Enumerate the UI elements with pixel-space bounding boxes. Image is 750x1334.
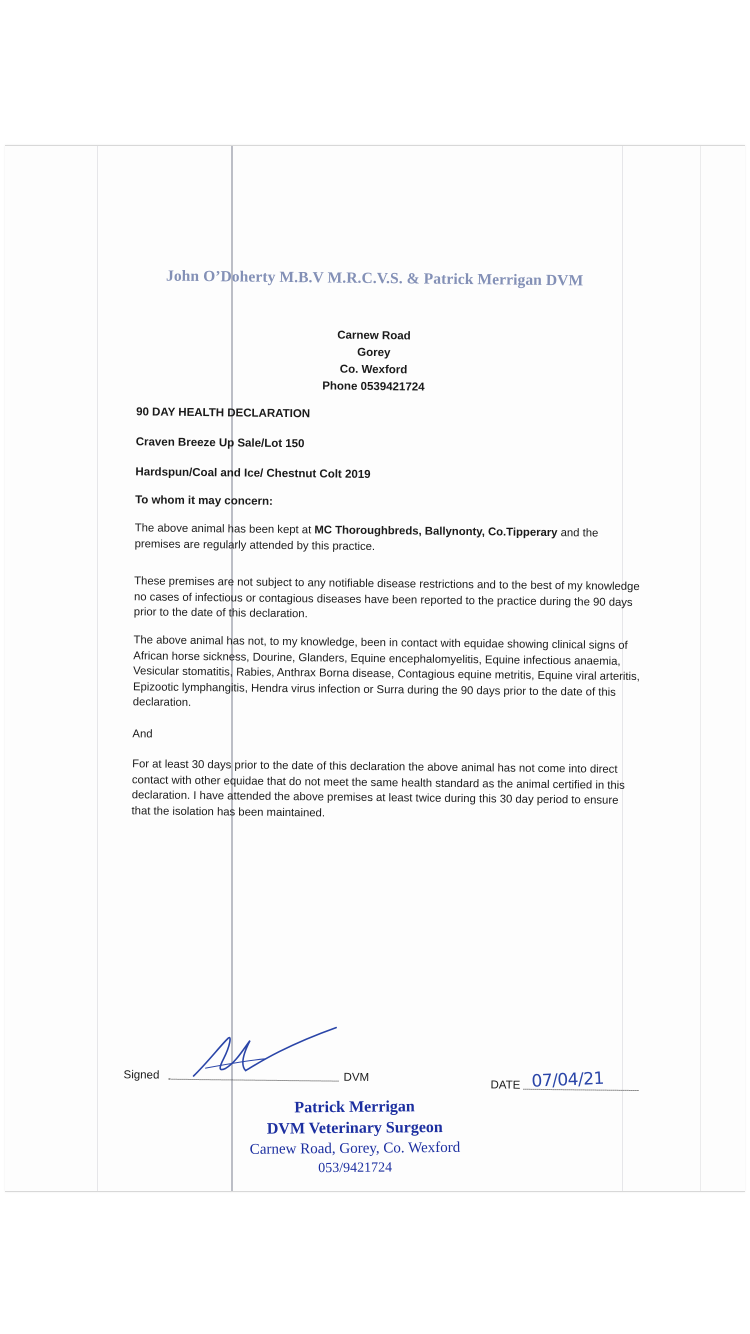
veterinary-stamp (154, 1095, 555, 1181)
stamp-title: DVM Veterinary Surgeon (266, 1118, 443, 1138)
salutation: To whom it may concern: (135, 494, 273, 508)
signed-label: Signed (123, 1069, 160, 1082)
address-line: Co. Wexford (339, 363, 408, 377)
handwritten-signature (185, 1024, 346, 1086)
stamp-phone: 053/9421724 (318, 1160, 393, 1177)
paragraph-text: The above animal has been kept at (134, 522, 315, 537)
document-page (5, 145, 745, 1192)
letterhead: John O’Doherty M.B.V M.R.C.V.S. & Patrick Merrigan DVM (165, 267, 584, 290)
signed-suffix: DVM (343, 1071, 370, 1084)
paragraph-text: and the premises are regularly attended by this practice. (134, 527, 599, 553)
horse-description: Hardspun/Coal and Ice/ Chestnut Colt 2019 (135, 466, 371, 481)
paragraph-restrictions: These premises are not subject to any notifiable disease restrictions and to the best of my knowledge no cases of infectious or contagious diseases have been reported to the practice during the 90 days prior to the date of this declaration. (133, 575, 640, 621)
date-label: DATE (490, 1079, 521, 1092)
paragraph-diseases: The above animal has not, to my knowledge, been in contact with equidae showing clinical signs of African horse sickness, Dourine, Glanders, Equine encephalomyelitis, Equine infectious anaemia, Vesicular stomatitis, Rabies, Anthrax Borna disease, Contagious equine metritis, Equine viral arteritis, Epizootic lymphangitis, Hendra virus infection or Surra during the 90 days prior to the date of this declaration. (132, 634, 640, 709)
document-content (5, 145, 745, 1192)
paragraph-isolation: For at least 30 days prior to the date of this declaration the above animal has not come into direct contact with other equidae that do not meet the same health standard as the animal certified in this declaration. I have attended the above premises at least twice during this 30 day period to ensure that the isolation has been maintained. (131, 758, 625, 819)
handwritten-date: 07/04/21 (531, 1068, 605, 1092)
address-line: Gorey (357, 346, 391, 360)
practice-address (5, 324, 744, 400)
document-title: 90 DAY HEALTH DECLARATION (136, 406, 311, 421)
sale-lot: Craven Breeze Up Sale/Lot 150 (135, 436, 305, 451)
address-phone: Phone 0539421724 (322, 380, 425, 394)
stamp-address: Carnew Road, Gorey, Co. Wexford (249, 1139, 461, 1158)
paragraph-premises (135, 521, 643, 558)
address-line: Carnew Road (337, 329, 411, 343)
paragraph-and: And (132, 728, 153, 741)
stamp-name: Patrick Merrigan (294, 1098, 415, 1117)
premises-name: MC Thoroughbreds, Ballynonty, Co.Tipperary (314, 524, 558, 540)
